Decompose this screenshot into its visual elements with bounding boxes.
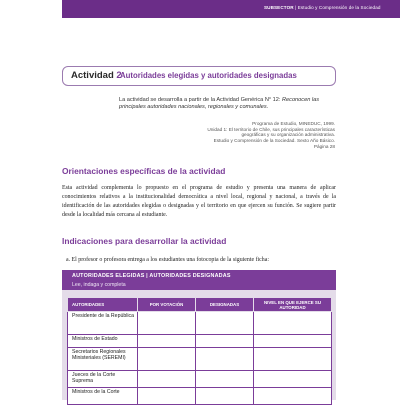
answer-cell[interactable] (254, 388, 332, 405)
reference-line: geográficas y su organización administrativa. (241, 132, 335, 138)
column-header: POR VOTACIÓN (138, 298, 196, 312)
authority-label: Jueces de la Corte Suprema (68, 371, 138, 388)
authority-label: Presidente de la República (68, 312, 138, 335)
activity-number: 2 (116, 70, 122, 81)
activity-label (71, 70, 122, 81)
answer-cell[interactable] (196, 371, 254, 388)
answer-cell[interactable] (138, 312, 196, 335)
activity-prefix: Actividad (71, 70, 114, 81)
column-header: AUTORIDADES (68, 298, 138, 312)
reference-block (190, 121, 335, 150)
answer-cell[interactable] (196, 335, 254, 348)
subject-label: Estudio y Comprensión de la Sociedad (297, 5, 381, 10)
ficha-header (62, 270, 336, 290)
header-bar (62, 0, 400, 18)
answer-cell[interactable] (254, 348, 332, 371)
ficha-subtitle: Lee, indaga y completa (72, 282, 126, 288)
reference-line: Programa de Estudio, MINEDUC, 1999. (252, 121, 335, 126)
instruction-item-a: a. El profesor o profesora entrega a los estudiantes una fotocopia de la siguiente ficha: (66, 257, 269, 263)
section-heading-indicaciones: Indicaciones para desarrollar la actividad (62, 236, 227, 246)
answer-cell[interactable] (138, 348, 196, 371)
column-header: NIVEL EN QUE EJERCE SU AUTORIDAD (254, 298, 332, 312)
intro-text (119, 97, 337, 112)
table-row (68, 348, 332, 371)
table-row (68, 388, 332, 405)
intro-italic: Reconocen las principales autoridades nacionales, regionales y comunales. (119, 97, 320, 111)
activity-title: Autoridades elegidas y autoridades designadas (120, 71, 297, 80)
section-heading-orientaciones: Orientaciones específicas de la actividad (62, 166, 226, 176)
table-row (68, 335, 332, 348)
reference-line: Página 28 (313, 143, 335, 149)
activity-title-box (62, 66, 336, 86)
answer-cell[interactable] (254, 371, 332, 388)
answer-cell[interactable] (138, 335, 196, 348)
reference-line: Estudio y Comprensión de la Sociedad. Sexto Año Básico. (213, 138, 335, 144)
answer-cell[interactable] (138, 371, 196, 388)
answer-cell[interactable] (196, 348, 254, 371)
subsector-label: SUBSECTOR (264, 5, 294, 10)
header-text (264, 5, 381, 10)
table-row (68, 371, 332, 388)
table-header-row (68, 298, 332, 312)
table-row (68, 312, 332, 335)
authority-label: Ministros de Estado (68, 335, 138, 348)
orientaciones-paragraph: Esta actividad complementa lo propuesto en el programa de estudio y presenta una manera de aplicar conocimientos relativos a la institucionalidad democrática a nivel local, regional y nacional, a través de la identificación de las autoridades elegidas o designadas y el territorio en que ejercen su función. Se sugiere partir desde la localidad más cercana al estudiante. (62, 185, 336, 218)
answer-cell[interactable] (138, 388, 196, 405)
authority-label: Secretarios Regionales Ministeriales (SEREMI) (68, 348, 138, 371)
authorities-table (67, 297, 332, 405)
answer-cell[interactable] (196, 312, 254, 335)
answer-cell[interactable] (254, 335, 332, 348)
header-separator: | (295, 5, 297, 10)
reference-line: Unidad 1: El territorio de Chile, sus principales características (207, 126, 335, 132)
intro-plain: La actividad se desarrolla a partir de la Actividad Genérica N° 12: (119, 97, 282, 103)
answer-cell[interactable] (196, 388, 254, 405)
answer-cell[interactable] (254, 312, 332, 335)
ficha-body (62, 290, 336, 400)
authority-label: Ministros de la Corte (68, 388, 138, 405)
column-header: DESIGNADAS (196, 298, 254, 312)
ficha-title: AUTORIDADES ELEGIDAS | AUTORIDADES DESIGNADAS (72, 273, 231, 279)
